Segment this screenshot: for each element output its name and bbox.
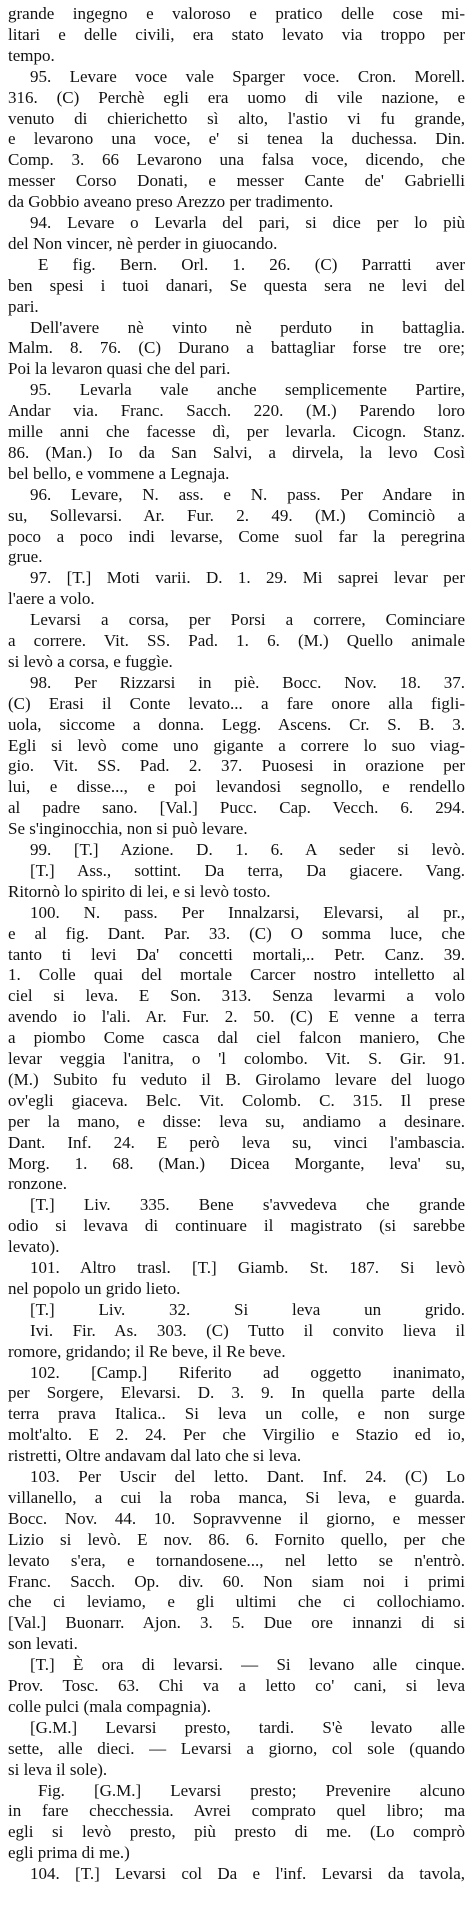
text-line: 98. Per Rizzarsi in piè. Bocc. Nov. 18. 37. <box>30 672 465 692</box>
text-line: Egli si levò come uno gigante a correre lo suo viag- <box>8 735 465 755</box>
text-line: poco a poco indi levarse, Come suol far la peregrina <box>8 526 465 546</box>
text-line: al padre sano. [Val.] Pucc. Cap. Vecch. 6. 294. <box>8 798 465 818</box>
text-line: son levati. <box>8 1634 78 1654</box>
text-line: 1. Colle quai del mortale Carcer nostro intelletto al <box>8 965 465 985</box>
text-line: si leva il sole). <box>8 1759 108 1779</box>
text-line: grue. <box>8 547 43 567</box>
text-line: egli si levò presto, più presto di me. (Lo comprò <box>8 1822 465 1842</box>
text-line: uola, siccome a donna. Legg. Ascens. Cr. S. B. 3. <box>8 714 465 734</box>
text-line: ben spesi i tuoi danari, Se questa sera ne levi del <box>8 275 465 295</box>
text-line: colle pulci (mala compagnia). <box>8 1696 211 1716</box>
text-line: levar veggia l'anitra, o 'l colombo. Vit. S. Gir. 91. <box>8 1049 465 1068</box>
text-line: 96. Levare, N. ass. e N. pass. Per Andare in <box>30 484 465 504</box>
text-line: odio si levava di continuare il magistrato (si sarebbe <box>8 1216 465 1236</box>
text-line: Ivi. Fir. As. 303. (C) Tutto il convito lieva il <box>30 1320 465 1340</box>
text-line: terra prava Italica.. Si leva un colle, e non surge <box>8 1404 465 1424</box>
text-line: 101. Altro trasl. [T.] Giamb. St. 187. Si levò <box>30 1258 465 1277</box>
text-line: [T.] È ora di levarsi. — Si levano alle cinque. <box>30 1655 465 1675</box>
text-line: da Gobbio aveano preso Arezzo per tradimento. <box>8 192 334 212</box>
text-line: levato s'era, e tornandosene..., nel letto se n'entrò. <box>8 1550 465 1570</box>
text-line: Levarsi a corsa, per Porsi a correre, Cominciare <box>30 610 465 630</box>
text-line: grande ingegno e valoroso e pratico delle cose mi- <box>8 4 465 23</box>
text-line: Morg. 1. 68. (Man.) Dicea Morgante, leva' su, <box>8 1153 465 1173</box>
text-line: tanto ti levi Da' concetti mortali,.. Petr. Canz. 39. <box>8 944 465 964</box>
text-line: Andar via. Franc. Sacch. 220. (M.) Parendo loro <box>8 401 465 421</box>
text-line: e levarono una voce, e' si tenea la duchessa. Din. <box>8 129 465 149</box>
text-line: 102. [Camp.] Riferito ad oggetto inanimato, <box>30 1362 465 1382</box>
text-line: del Non vincer, nè perder in giuocando. <box>8 233 278 253</box>
text-line: Malm. 8. 76. (C) Durano a battagliar forse tre ore; <box>8 338 465 358</box>
text-line: Dant. Inf. 24. E però leva su, vinci l'ambascia. <box>8 1132 465 1152</box>
text-line: messer Corso Donati, e messer Cante de' Gabrielli <box>8 171 465 191</box>
text-line: ciel si leva. E Son. 313. Senza levarmi a volo <box>8 986 465 1006</box>
text-line: ronzone. <box>8 1174 68 1194</box>
text-line: per Sorgere, Elevarsi. D. 3. 9. In quella parte della <box>8 1383 465 1403</box>
text-line: l'aere a volo. <box>8 589 95 609</box>
text-line: a correre. Vit. SS. Pad. 1. 6. (M.) Quello animale <box>8 631 465 650</box>
text-line: venuto di chierichetto sì alto, l'astio vi fu grande, <box>8 108 465 128</box>
text-line: per la mano, e disse: leva su, andiamo a desinare. <box>8 1111 465 1131</box>
text-line: Franc. Sacch. Op. div. 60. Non siam noi i primi <box>8 1571 465 1591</box>
text-line: mille anni che facesse dì, per levarla. Cicogn. Stanz. <box>8 422 465 441</box>
text-line: nel popolo un grido lieto. <box>8 1278 181 1298</box>
text-line: 104. [T.] Levarsi col Da e l'inf. Levarsi da tavola, <box>30 1864 465 1884</box>
text-line: Fig. [G.M.] Levarsi presto; Prevenire alcuno <box>38 1780 465 1800</box>
text-line: 97. [T.] Moti varii. D. 1. 29. Mi saprei levar per <box>30 568 465 588</box>
text-line: si levò a corsa, e fuggìe. <box>8 651 173 671</box>
text-line: [T.] Liv. 335. Bene s'avvedeva che grande <box>30 1195 465 1215</box>
text-line: [T.] Ass., sottint. Da terra, Da giacere. Vang. <box>30 860 465 880</box>
text-line: 99. [T.] Azione. D. 1. 6. A seder si levò. <box>30 840 465 859</box>
text-line: Lizio si levò. E nov. 86. 6. Fornito quello, per che <box>8 1529 465 1549</box>
text-line: 95. Levarla vale anche semplicemente Partire, <box>30 380 465 400</box>
text-line: 94. Levare o Levarla del pari, si dice per lo più <box>30 213 465 232</box>
text-line: (M.) Subito fu veduto il B. Girolamo levare del luogo <box>8 1069 465 1089</box>
text-line: e al fig. Dant. Par. 33. (C) O somma luce, che <box>8 923 465 943</box>
text-line: Bocc. Nov. 44. 10. Sopravvenne il giorno, e messer <box>8 1508 465 1528</box>
text-line: ov'egli giaceva. Belc. Vit. Colomb. C. 315. Il prese <box>8 1090 465 1110</box>
text-line: su, Sollevarsi. Ar. Fur. 2. 49. (M.) Cominciò a <box>8 505 465 525</box>
text-line: avendo io l'ali. Ar. Fur. 2. 50. (C) E venne a terra <box>8 1007 465 1027</box>
text-line: Dell'avere nè vinto nè perduto in battaglia. <box>30 317 465 337</box>
text-line: levato). <box>8 1237 60 1257</box>
text-line: villanello, a cui la roba manca, Si leva, e guarda. <box>8 1487 465 1507</box>
text-line: Poi la levaron quasi che del pari. <box>8 359 231 379</box>
text-line: a piombo Come casca dal ciel falcon maniero, Che <box>8 1028 465 1048</box>
text-line: E fig. Bern. Orl. 1. 26. (C) Parratti aver <box>38 254 465 274</box>
text-line: egli prima di me.) <box>8 1843 130 1863</box>
text-line: in fare checchessia. Avrei comprato quel libro; ma <box>8 1801 465 1821</box>
text-line: Se s'inginocchia, non si può levare. <box>8 819 248 839</box>
text-line: [Val.] Buonarr. Ajon. 3. 5. Due ore innanzi di si <box>8 1613 465 1633</box>
text-line: lui, e disse..., e poi levandosi segnollo, e rendello <box>8 777 465 797</box>
text-line: bel bello, e vommene a Legnaja. <box>8 463 230 483</box>
text-line: 103. Per Uscir del letto. Dant. Inf. 24. (C) Lo <box>30 1467 465 1486</box>
text-line: Ritornò lo spirito di lei, e si levò tosto. <box>8 881 271 901</box>
text-line: pari. <box>8 296 39 316</box>
text-line: [T.] Liv. 32. Si leva un grido. <box>30 1299 465 1319</box>
text-line: che ci leviamo, e gli ultimi che ci collochiamo. <box>8 1592 465 1612</box>
text-line: 316. (C) Perchè egli era uomo di vile nazione, e <box>8 87 465 107</box>
text-line: 95. Levare voce vale Sparger voce. Cron. Morell. <box>30 66 465 86</box>
text-line: molt'alto. E 2. 24. Per che Virgilio e Stazio ed io, <box>8 1425 465 1445</box>
text-line: romore, gridando; il Re beve, il Re beve. <box>8 1341 286 1361</box>
text-line: tempo. <box>8 45 55 65</box>
text-line: Comp. 3. 66 Levarono una falsa voce, dicendo, che <box>8 150 465 170</box>
text-line: sette, alle dieci. — Levarsi a giorno, col sole (quando <box>8 1738 465 1758</box>
text-line: [G.M.] Levarsi presto, tardi. S'è levato alle <box>30 1717 465 1737</box>
text-line: Prov. Tosc. 63. Chi va a letto co' cani, si leva <box>8 1676 465 1695</box>
text-line: ristretti, Oltre andavam dal lato che si leva. <box>8 1446 302 1466</box>
text-line: (C) Erasi il Conte levato... a fare onore alla figli- <box>8 693 465 713</box>
text-line: litari e delle civili, era stato levato via troppo per <box>8 24 465 44</box>
text-line: 100. N. pass. Per Innalzarsi, Elevarsi, al pr., <box>30 902 465 922</box>
text-line: gio. Vit. SS. Pad. 2. 37. Puosesi in orazione per <box>8 756 465 776</box>
text-line: 86. (Man.) Io da San Salvi, a dirvela, la levo Così <box>8 442 465 462</box>
